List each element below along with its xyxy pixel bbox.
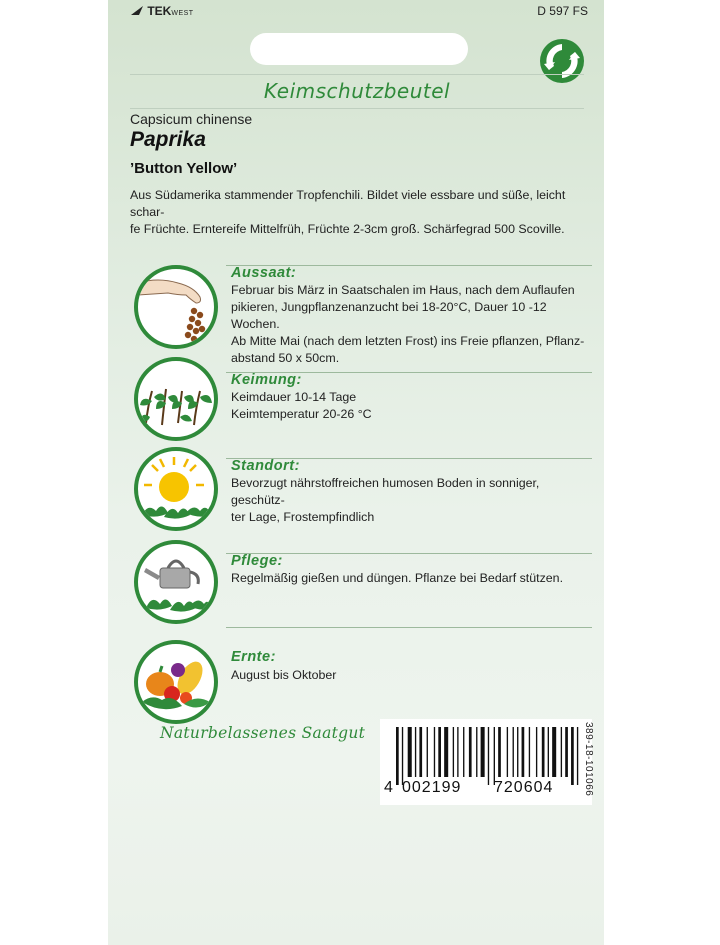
barcode-bar — [438, 727, 441, 777]
sun-plant-icon — [134, 447, 218, 531]
section-body — [231, 389, 591, 423]
section-title: Ernte: — [231, 649, 276, 665]
section-line: August bis Oktober — [231, 668, 337, 682]
section-title: Keimung: — [231, 372, 302, 388]
barcode-bar — [476, 727, 477, 777]
section-body — [231, 475, 591, 526]
section-body — [231, 570, 591, 587]
packet-window — [250, 33, 468, 65]
heading-bar — [130, 74, 584, 109]
brand-name: TEK — [147, 4, 172, 18]
barcode-bar — [561, 727, 562, 777]
barcode-bar — [453, 727, 454, 777]
barcode-right-digits: 720604 — [494, 779, 554, 796]
barcode-bar — [498, 727, 501, 777]
barcode-bar — [408, 727, 412, 777]
barcode-bar — [536, 727, 537, 777]
barcode-bar — [507, 727, 508, 777]
barcode — [380, 719, 592, 805]
barcode-bar — [517, 727, 518, 777]
description-line: Aus Südamerika stammender Tropfenchili. Bildet viele essbare und süße, leicht schar- — [130, 188, 566, 219]
section-title: Pflege: — [231, 553, 283, 569]
barcode-bar — [577, 727, 578, 785]
section-title: Standort: — [231, 458, 300, 474]
latin-name: Capsicum chinense — [130, 111, 253, 127]
section-title: Aussaat: — [231, 265, 297, 281]
section-line: Keimtemperatur 20-26 °C — [231, 407, 372, 421]
section-line: ter Lage, Frostempfindlich — [231, 510, 375, 524]
section-line: abstand 50 x 50cm. — [231, 351, 340, 365]
barcode-bar — [542, 727, 545, 777]
barcode-bar — [494, 727, 495, 785]
barcode-bar — [552, 727, 556, 777]
harvest-vegetables-icon — [134, 640, 218, 724]
product-code: D 597 FS — [537, 4, 588, 18]
description-line: fe Früchte. Erntereife Mittelfrüh, Früchte 2-3cm groß. Schärfegrad 500 Scoville. — [130, 222, 565, 236]
slogan: Naturbelassenes Saatgut — [160, 724, 366, 742]
barcode-bar — [444, 727, 448, 777]
barcode-bar — [415, 727, 416, 777]
section-divider — [226, 627, 592, 628]
barcode-bar — [522, 727, 525, 777]
barcode-bar — [402, 727, 403, 785]
section-line: pikieren, Jungpflanzenanzucht bei 18-20°C, Dauer 10 -12 Wochen. — [231, 300, 547, 331]
seedlings-icon — [134, 357, 218, 441]
barcode-first-digit: 4 — [384, 779, 393, 796]
section-body — [231, 667, 591, 684]
barcode-bar — [529, 727, 530, 777]
barcode-bar — [457, 727, 458, 777]
seed-packet — [108, 0, 604, 945]
sowing-hand-icon — [134, 265, 218, 349]
description — [130, 187, 586, 238]
barcode-bar — [434, 727, 435, 777]
section-line: Regelmäßig gießen und düngen. Pflanze bei Bedarf stützen. — [231, 571, 564, 585]
section-line: Bevorzugt nährstoffreichen humosen Boden in sonniger, geschütz- — [231, 476, 540, 507]
brand-leaf-icon — [130, 5, 144, 16]
brand-logo — [130, 4, 194, 18]
barcode-bar — [571, 727, 574, 785]
section-line: Februar bis März in Saatschalen im Haus, nach dem Auflaufen — [231, 283, 575, 297]
plant-name: Paprika — [130, 128, 206, 151]
brand-sub: WEST — [171, 10, 194, 17]
barcode-bar — [419, 727, 422, 777]
side-code: 389-18-101066 — [583, 722, 594, 797]
section-body — [231, 282, 591, 367]
barcode-bar — [481, 727, 485, 777]
barcode-bars — [392, 727, 582, 785]
barcode-left-digits: 002199 — [402, 779, 462, 796]
barcode-bar — [427, 727, 428, 777]
watering-can-icon — [134, 540, 218, 624]
barcode-bar — [548, 727, 549, 777]
barcode-bar — [513, 727, 514, 777]
barcode-bar — [565, 727, 568, 777]
section-line: Ab Mitte Mai (nach dem letzten Frost) ins Freie pflanzen, Pflanz- — [231, 334, 585, 348]
barcode-bar — [488, 727, 489, 785]
barcode-bar — [396, 727, 399, 785]
heading-title: Keimschutzbeutel — [263, 79, 451, 103]
section-line: Keimdauer 10-14 Tage — [231, 390, 357, 404]
barcode-bar — [463, 727, 464, 777]
barcode-bar — [469, 727, 472, 777]
variety-name: ’Button Yellow’ — [130, 160, 238, 177]
